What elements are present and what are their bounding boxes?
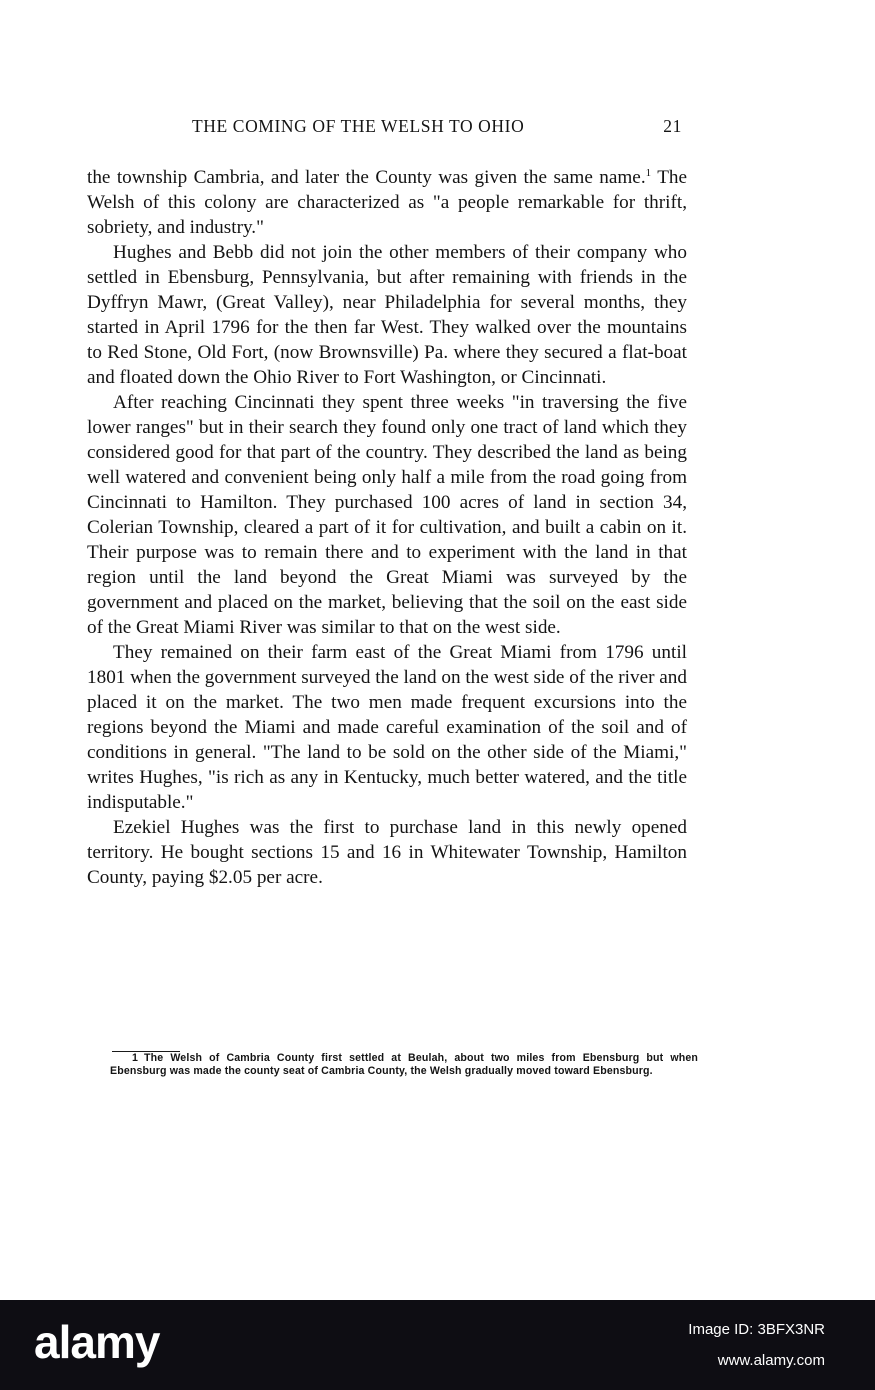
paragraph-1: [87, 165, 687, 240]
running-head-title: THE COMING OF THE WELSH TO OHIO: [192, 116, 525, 136]
stock-watermark-bar: [0, 1300, 875, 1390]
paragraph-5: Ezekiel Hughes was the first to purchase land in this newly opened territory. He bought sections 15 and 16 in Whitewater Township, Hamilton County, paying $2.05 per acre.: [87, 817, 687, 888]
paragraph-1-line-1: the township Cambria, and later the County was given the: [87, 167, 548, 188]
footnote-text: The Welsh of Cambria County first settled at Beulah, about two miles from Ebensburg but when Ebensburg was made the county seat of Cambria County, the Welsh gradually moved toward Ebensburg.: [110, 1052, 698, 1077]
paragraph-1-line-2b: The Welsh of this colony are characterized as: [87, 167, 688, 213]
paragraph-4: They remained on their farm east of the Great Miami from 1796 until 1801 when the government surveyed the land on the west side of the river and placed it on the market. The two men made frequent excursions into the regions beyond the Miami and made careful examination of the soil and of conditions in general. "The land to be sold on the other side of the Miami," writes Hughes, "is rich as any in Kentucky, much better watered, and the title indisputable.": [87, 642, 687, 813]
paragraph-1-line-3: "a people remarkable for thrift, sobriety, and industry.": [87, 192, 688, 238]
paragraph-3: After reaching Cincinnati they spent three weeks "in traversing the five lower ranges" but in their search they found only one tract of land which they considered good for that part of the country. They described the land as being well watered and convenient being only half a mile from the road going from Cincinnati to Hamilton. They purchased 100 acres of land in section 34, Colerian Township, cleared a part of it for cultivation, and built a cabin on it. Their purpose was to remain there and to experiment with the land in that region until the land beyond the Great Miami was surveyed by the government and placed on the market, believing that the soil on the east side of the Great Miami River was similar to that on the west side.: [87, 392, 687, 638]
running-head: [192, 116, 692, 146]
image-id: Image ID: 3BFX3NR: [688, 1321, 825, 1338]
footnote-reference: 1: [645, 167, 652, 179]
footnote-number: 1: [132, 1052, 139, 1064]
footnote: [110, 1052, 698, 1077]
paragraph-2: Hughes and Bebb did not join the other members of their company who settled in Ebensburg, Pennsylvania, but after remaining with friends in the Dyffryn Mawr, (Great Valley), near Philadelphia for several months, they started in April 1796 for the then far West. They walked over the mountains to Red Stone, Old Fort, (now Brownsville) Pa. where they secured a flat-boat and floated down the Ohio River to Fort Washington, or Cincinnati.: [87, 242, 687, 388]
stock-url: www.alamy.com: [717, 1352, 825, 1369]
alamy-logo: alamy: [34, 1316, 160, 1368]
body-text: [87, 165, 687, 890]
page-number: 21: [663, 116, 682, 136]
paragraph-1-line-2a: same name.: [553, 167, 646, 188]
